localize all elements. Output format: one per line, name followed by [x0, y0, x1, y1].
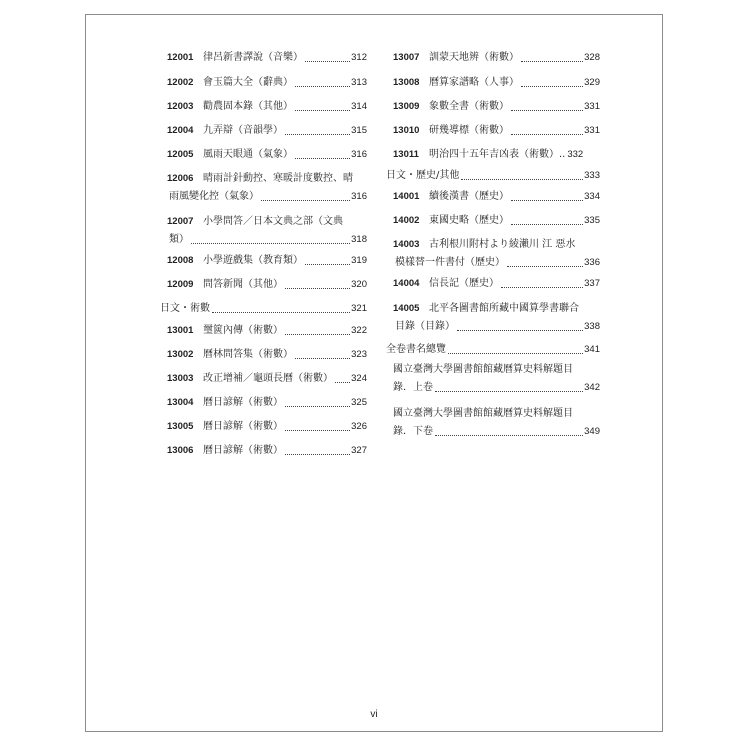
book-page — [85, 14, 663, 732]
leader-dots — [285, 288, 350, 289]
entry-code: 12005 — [167, 149, 194, 160]
entry-page: 341 — [584, 344, 600, 355]
entry-code: 14005 — [393, 303, 420, 314]
entry-title: 東國史略（歷史） — [429, 215, 509, 226]
leader-dots — [285, 134, 350, 135]
entry-code: 14003 — [393, 239, 420, 250]
leader-dots — [435, 391, 583, 392]
leader-dots — [521, 86, 583, 87]
entry-title: 九弄辯（音韻學） — [203, 125, 283, 136]
leader-dots — [295, 86, 350, 87]
entry-code: 12004 — [167, 125, 194, 136]
section-title: 日文・術數 — [160, 303, 210, 314]
entry-code: 12006 — [167, 173, 194, 184]
entry-code: 13006 — [167, 445, 194, 456]
section-title: 國立臺灣大學圖書館館藏曆算史料解題目 — [393, 364, 573, 375]
leader-dots — [212, 312, 350, 313]
entry-title: 會玉篇大全（辭典） — [203, 77, 293, 88]
toc-entry — [393, 124, 600, 138]
toc-subsection-heading — [393, 363, 600, 395]
entry-page: 316 — [351, 149, 367, 160]
entry-page: 315 — [351, 125, 367, 136]
entry-code: 13011 — [393, 149, 419, 160]
entry-code: 12003 — [167, 101, 194, 112]
leader-dots — [511, 110, 583, 111]
toc-entry — [167, 148, 367, 162]
entry-page: 331 — [584, 101, 600, 112]
entry-title-continued: 雨風變化控（氣象） — [169, 191, 259, 202]
entry-page: 322 — [351, 325, 367, 336]
toc-entry — [167, 215, 367, 247]
toc-entry — [393, 100, 600, 114]
toc-entry — [167, 396, 367, 410]
leader-dots — [501, 287, 583, 288]
toc-section-heading — [386, 343, 600, 357]
entry-title: 明治四十五年吉凶表（術數）.. — [429, 149, 566, 160]
entry-page: 329 — [584, 77, 600, 88]
entry-title: 北平各圖書館所藏中國算學書聯合 — [429, 303, 579, 314]
entry-title: 象數全書（術數） — [429, 101, 509, 112]
entry-title: 問答新聞（其他） — [203, 279, 283, 290]
leader-dots — [305, 264, 350, 265]
toc-entry — [393, 51, 600, 65]
entry-title-continued: 類） — [169, 234, 189, 245]
toc-section-heading — [160, 302, 367, 316]
entry-page: 332 — [567, 149, 584, 160]
entry-title-continued: 錄．上卷 — [393, 382, 433, 393]
entry-title: 古利根川附村より綾瀨川 江 惡水 — [429, 239, 576, 250]
toc-entry — [393, 148, 600, 162]
toc-entry — [167, 348, 367, 362]
entry-page: 319 — [351, 255, 367, 266]
entry-code: 14002 — [393, 215, 420, 226]
entry-title: 小學問答／日本文典之部（文典 — [203, 216, 343, 227]
entry-code: 13001 — [167, 325, 194, 336]
section-title: 日文・歷史/其他 — [386, 170, 460, 181]
entry-title: 晴雨計針動控、寒暖計度數控、晴 — [203, 173, 353, 184]
entry-code: 13005 — [167, 421, 194, 432]
entry-title: 風雨天眼通（氣象） — [203, 149, 293, 160]
entry-page: 334 — [584, 191, 600, 202]
entry-code: 13009 — [393, 101, 420, 112]
toc-subsection-heading — [393, 407, 600, 439]
leader-dots — [457, 330, 583, 331]
entry-title: 曆算家譜略（人事） — [429, 77, 519, 88]
toc-entry — [167, 444, 367, 458]
leader-dots — [295, 110, 350, 111]
entry-page: 314 — [351, 101, 367, 112]
leader-dots — [511, 224, 583, 225]
entry-page: 327 — [351, 445, 367, 456]
entry-title: 勸農固本錄（其他） — [203, 101, 293, 112]
leader-dots — [461, 179, 583, 180]
section-title: 國立臺灣大學圖書館館藏曆算史料解題目 — [393, 408, 573, 419]
entry-title: 曆日諺解（術數） — [203, 397, 283, 408]
entry-page: 325 — [351, 397, 367, 408]
entry-code: 12002 — [167, 77, 194, 88]
entry-page: 318 — [351, 234, 367, 245]
entry-code: 13004 — [167, 397, 194, 408]
leader-dots — [285, 406, 350, 407]
entry-page: 312 — [351, 52, 367, 63]
entry-page: 338 — [584, 321, 600, 332]
leader-dots — [507, 266, 583, 267]
entry-title: 信長記（歷史） — [429, 278, 499, 289]
entry-page: 320 — [351, 279, 367, 290]
leader-dots — [295, 358, 350, 359]
entry-title-continued: 模樣替一件書付（歷史） — [395, 257, 505, 268]
entry-page: 324 — [351, 373, 367, 384]
toc-entry — [167, 172, 367, 204]
entry-code: 13007 — [393, 52, 420, 63]
entry-title: 曆日諺解（術數） — [203, 445, 283, 456]
toc-entry — [167, 254, 367, 268]
leader-dots — [305, 61, 350, 62]
entry-title: 曆日諺解（術數） — [203, 421, 283, 432]
toc-entry — [167, 124, 367, 138]
entry-title: 研幾導標（術數） — [429, 125, 509, 136]
leader-dots — [511, 134, 583, 135]
entry-code: 13010 — [393, 125, 420, 136]
entry-code: 12001 — [167, 52, 194, 63]
leader-dots — [285, 334, 350, 335]
toc-entry — [393, 277, 600, 291]
entry-page: 313 — [351, 77, 367, 88]
leader-dots — [335, 382, 350, 383]
leader-dots — [521, 61, 583, 62]
leader-dots — [285, 430, 350, 431]
entry-title-continued: 錄．下卷 — [393, 426, 433, 437]
leader-dots — [285, 454, 350, 455]
entry-page: 323 — [351, 349, 367, 360]
entry-page: 342 — [584, 382, 600, 393]
entry-title: 改正增補／龜頭長曆（術數） — [203, 373, 333, 384]
entry-page: 316 — [351, 191, 367, 202]
leader-dots — [261, 200, 350, 201]
leader-dots — [191, 243, 350, 244]
toc-entry — [393, 190, 600, 204]
section-title: 全卷書名總覽 — [386, 344, 446, 355]
toc-entry — [167, 324, 367, 338]
page-number: vi — [370, 709, 378, 720]
entry-page: 326 — [351, 421, 367, 432]
toc-entry — [393, 214, 600, 228]
entry-title: 曆林問答集（術數） — [203, 349, 293, 360]
entry-page: 321 — [351, 303, 367, 314]
toc-entry — [393, 302, 600, 334]
toc-entry — [393, 238, 600, 270]
entry-page: 349 — [584, 426, 600, 437]
entry-code: 13008 — [393, 77, 420, 88]
toc-entry — [167, 100, 367, 114]
entry-page: 337 — [584, 278, 600, 289]
leader-dots — [435, 435, 583, 436]
entry-page: 333 — [584, 170, 600, 181]
toc-entry — [167, 51, 367, 65]
toc-entry — [393, 76, 600, 90]
entry-title: 訓蒙天地辨（術數） — [429, 52, 519, 63]
entry-code: 14004 — [393, 278, 420, 289]
toc-entry — [167, 420, 367, 434]
entry-code: 12007 — [167, 216, 194, 227]
entry-title: 律呂新書譯說（音樂） — [203, 52, 303, 63]
entry-title-continued: 目錄（目錄） — [395, 321, 455, 332]
entry-title: 璽篋內傳（術數） — [203, 325, 283, 336]
toc-entry — [167, 372, 367, 386]
toc-entry — [167, 278, 367, 292]
entry-code: 12009 — [167, 279, 194, 290]
entry-code: 14001 — [393, 191, 420, 202]
toc-section-heading — [386, 169, 600, 183]
toc-entry — [167, 76, 367, 90]
entry-code: 13002 — [167, 349, 194, 360]
leader-dots — [448, 353, 583, 354]
entry-page: 336 — [584, 257, 600, 268]
leader-dots — [511, 200, 583, 201]
entry-code: 12008 — [167, 255, 194, 266]
entry-code: 13003 — [167, 373, 194, 384]
entry-page: 335 — [584, 215, 600, 226]
entry-title: 續後漢書（歷史） — [429, 191, 509, 202]
entry-page: 328 — [584, 52, 600, 63]
entry-title: 小學遊戲集（教育類） — [203, 255, 303, 266]
entry-page: 331 — [584, 125, 600, 136]
leader-dots — [295, 158, 350, 159]
